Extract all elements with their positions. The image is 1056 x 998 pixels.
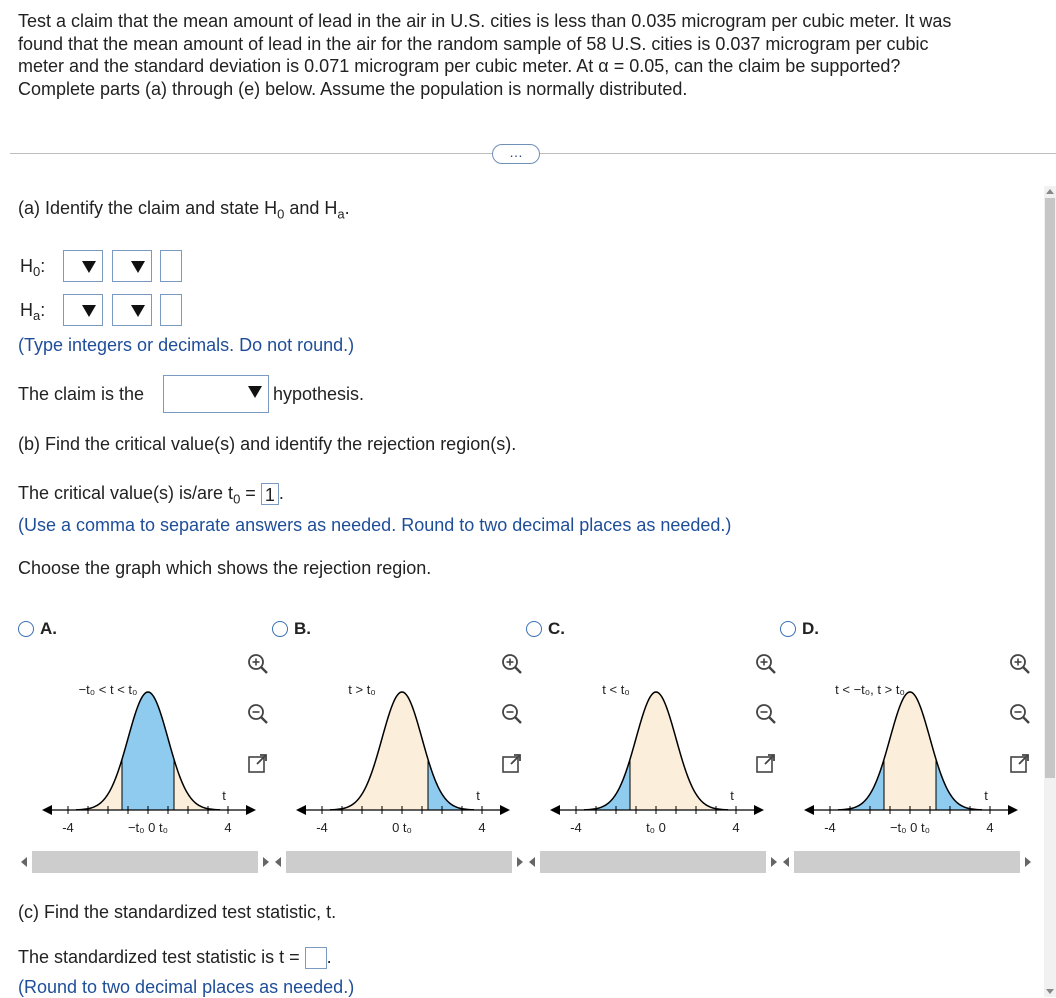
option-a-hscroll[interactable] <box>18 851 272 873</box>
region-caption: t < −t₀, t > t₀ <box>835 682 905 697</box>
option-c-letter: C. <box>548 619 565 638</box>
scroll-thumb[interactable] <box>540 851 766 873</box>
zoom-out-icon[interactable] <box>246 702 270 726</box>
part-b-hint: (Use a comma to separate answers as needed. Round to two decimal places as needed.) <box>18 515 732 535</box>
zoom-out-icon[interactable] <box>754 702 778 726</box>
region-caption: −t₀ < t < t₀ <box>78 682 138 697</box>
scroll-left-icon[interactable] <box>529 857 535 867</box>
more-button[interactable]: … <box>492 144 540 164</box>
option-d-hscroll[interactable] <box>780 851 1034 873</box>
zoom-out-icon[interactable] <box>1008 702 1032 726</box>
axis-variable-label: t <box>222 788 226 803</box>
zoom-in-icon[interactable] <box>1008 652 1032 676</box>
zoom-in-icon[interactable] <box>246 652 270 676</box>
h0-label: $H_0$: <box>20 256 46 279</box>
option-c-radio[interactable] <box>526 621 542 637</box>
region-caption: t < t₀ <box>602 682 630 697</box>
part-a-hint: (Type integers or decimals. Do not round.) <box>18 335 355 355</box>
part-c-prompt: (c) Find the standardized test statistic, t. <box>18 902 337 922</box>
part-a-prompt: (a) Identify the claim and state $H_0$ and $H_a$. <box>18 198 350 222</box>
axis-max-label: 4 <box>732 820 740 835</box>
part-c-hint: (Round to two decimal places as needed.) <box>18 977 355 997</box>
zoom-out-icon[interactable] <box>500 702 524 726</box>
zoom-in-icon[interactable] <box>500 652 524 676</box>
tick-labels: −t₀ 0 t₀ <box>889 820 931 835</box>
ha-value-input[interactable] <box>160 294 182 326</box>
test-statistic-input[interactable] <box>305 947 327 969</box>
scroll-right-icon[interactable] <box>263 857 269 867</box>
axis-min-label: -4 <box>824 820 836 835</box>
scroll-right-icon[interactable] <box>771 857 777 867</box>
option-c-graph[interactable] <box>536 660 766 850</box>
rejection-region <box>584 759 630 810</box>
tick-labels: 0 t₀ <box>392 820 412 835</box>
axis-max-label: 4 <box>478 820 486 835</box>
h0-parameter-select[interactable] <box>63 250 103 282</box>
rejection-region <box>428 759 474 810</box>
rejection-region <box>122 692 174 810</box>
option-a-graph[interactable] <box>28 660 258 850</box>
claim-hypothesis-select[interactable] <box>163 375 269 413</box>
problem-line-4: Complete parts (a) through (e) below. Assume the population is normally distributed. <box>18 78 688 99</box>
h0-relation-select[interactable] <box>112 250 152 282</box>
option-b-graph[interactable] <box>282 660 512 850</box>
axis-max-label: 4 <box>224 820 232 835</box>
scroll-thumb[interactable] <box>794 851 1020 873</box>
scroll-thumb[interactable] <box>286 851 512 873</box>
region-caption: t > t₀ <box>348 682 376 697</box>
expand-icon[interactable] <box>500 752 524 776</box>
ha-parameter-select[interactable] <box>63 294 103 326</box>
rejection-region <box>936 759 982 810</box>
tick-labels: t₀ 0 <box>646 820 666 835</box>
option-a-radio[interactable] <box>18 621 34 637</box>
axis-max-label: 4 <box>986 820 994 835</box>
scroll-left-icon[interactable] <box>275 857 281 867</box>
expand-icon[interactable] <box>754 752 778 776</box>
axis-variable-label: t <box>984 788 988 803</box>
chevron-down-icon <box>131 261 145 273</box>
choose-graph-text: Choose the graph which shows the rejection region. <box>18 558 432 578</box>
problem-line-1: Test a claim that the mean amount of lead in the air in U.S. cities is less than 0.035 microgram per cubic meter. It was <box>18 11 952 31</box>
h0-value-input[interactable] <box>160 250 182 282</box>
critical-value-input[interactable]: 1 <box>261 483 279 505</box>
problem-line-3: meter and the standard deviation is 0.071 microgram per cubic meter. At α = 0.05, can the claim be supported? <box>18 56 901 76</box>
zoom-in-icon[interactable] <box>754 652 778 676</box>
claim-text-pre: The claim is the <box>18 384 145 404</box>
chevron-down-icon <box>248 386 262 398</box>
chevron-down-icon <box>82 305 96 317</box>
option-d-radio[interactable] <box>780 621 796 637</box>
vertical-scrollbar[interactable] <box>1044 186 1056 997</box>
axis-min-label: -4 <box>570 820 582 835</box>
scroll-up-icon[interactable] <box>1046 189 1054 194</box>
option-a-letter: A. <box>40 619 57 638</box>
ha-label: $H_a$: <box>20 300 46 323</box>
scroll-thumb[interactable] <box>32 851 258 873</box>
critical-value-line: The critical value(s) is/are $t_0 = 1$ . <box>18 483 284 507</box>
option-b-radio[interactable] <box>272 621 288 637</box>
rejection-region <box>838 759 884 810</box>
problem-statement <box>18 10 1038 100</box>
axis-min-label: -4 <box>62 820 74 835</box>
part-b-prompt: (b) Find the critical value(s) and identify the rejection region(s). <box>18 434 517 454</box>
option-d-letter: D. <box>802 619 819 638</box>
claim-text-post: hypothesis. <box>273 384 365 404</box>
chevron-down-icon <box>82 261 96 273</box>
test-statistic-line: The standardized test statistic is t = . <box>18 946 332 969</box>
axis-min-label: -4 <box>316 820 328 835</box>
ha-relation-select[interactable] <box>112 294 152 326</box>
scroll-left-icon[interactable] <box>21 857 27 867</box>
scroll-right-icon[interactable] <box>517 857 523 867</box>
axis-variable-label: t <box>476 788 480 803</box>
scroll-down-icon[interactable] <box>1046 989 1054 994</box>
option-b-hscroll[interactable] <box>272 851 526 873</box>
scroll-left-icon[interactable] <box>783 857 789 867</box>
expand-icon[interactable] <box>1008 752 1032 776</box>
option-c-hscroll[interactable] <box>526 851 780 873</box>
axis-variable-label: t <box>730 788 734 803</box>
scroll-right-icon[interactable] <box>1025 857 1031 867</box>
problem-line-2: found that the mean amount of lead in the air for the random sample of 58 U.S. cities is 0.037 microgram per cubic <box>18 33 929 54</box>
option-b-letter: B. <box>294 619 311 638</box>
chevron-down-icon <box>131 305 145 317</box>
scroll-thumb[interactable] <box>1045 198 1055 778</box>
tick-labels: −t₀ 0 t₀ <box>127 820 169 835</box>
option-d-graph[interactable] <box>790 660 1020 850</box>
expand-icon[interactable] <box>246 752 270 776</box>
